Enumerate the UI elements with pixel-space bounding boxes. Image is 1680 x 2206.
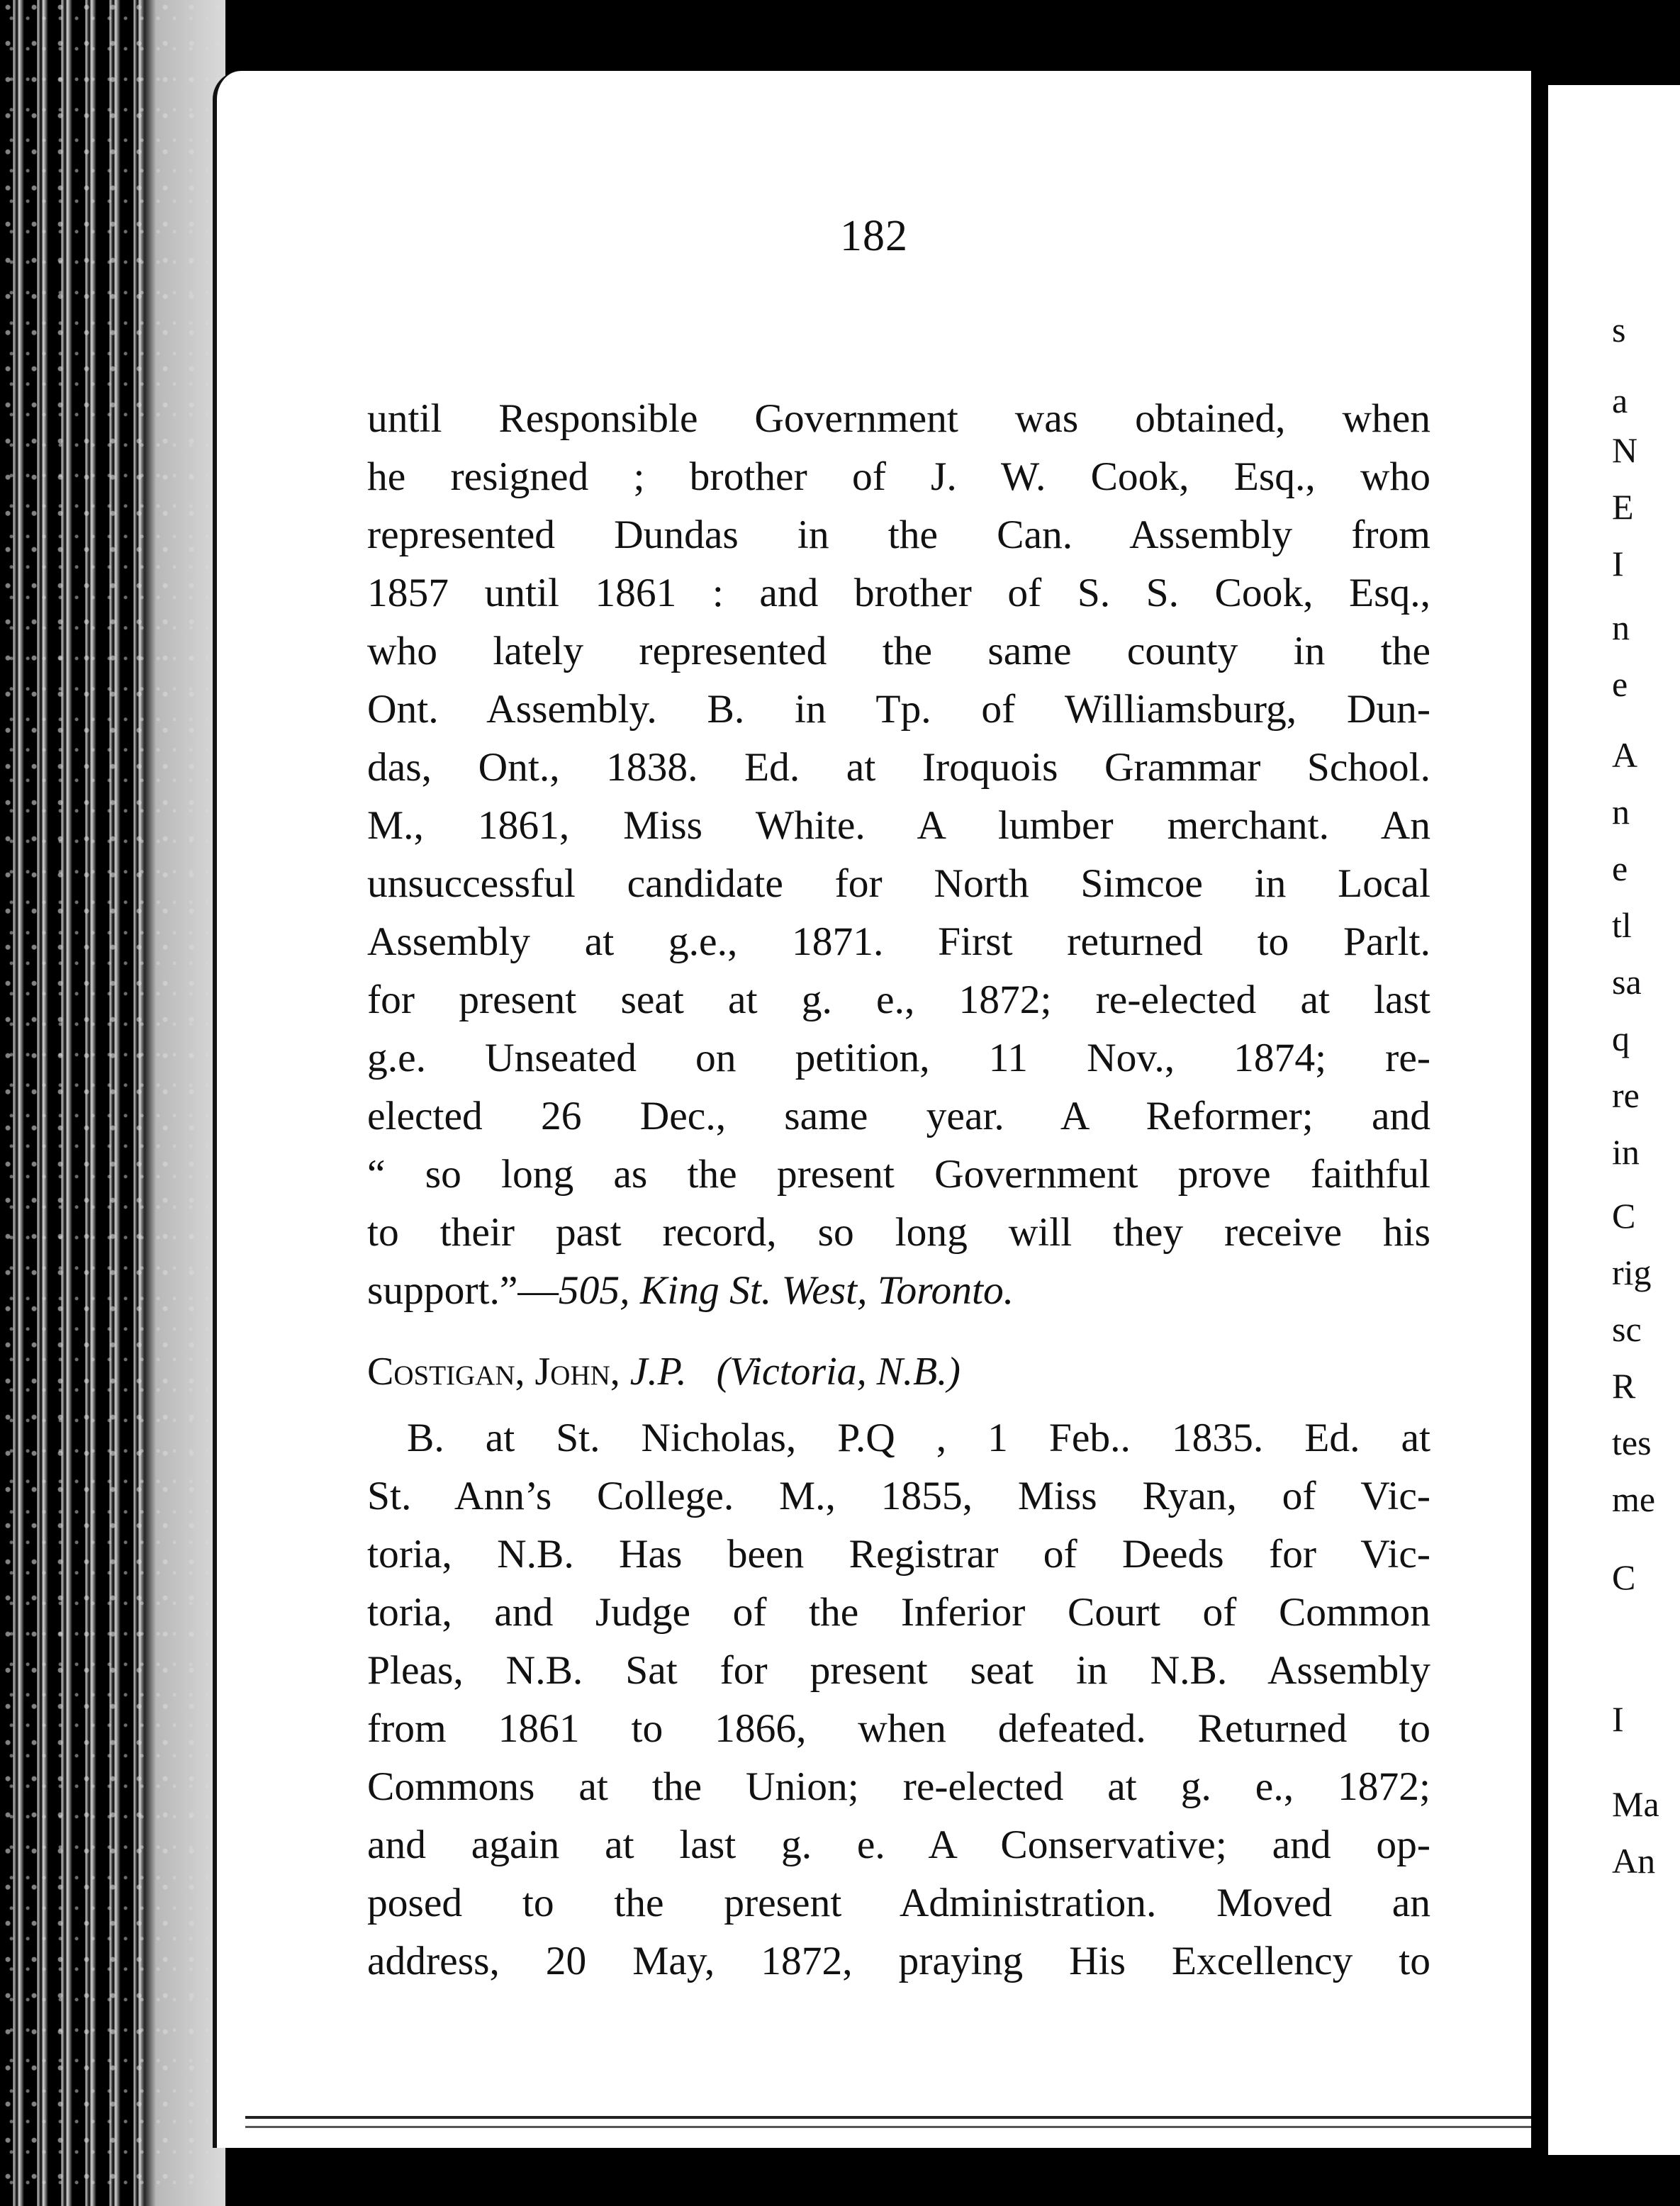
quote-end: support.”— [367, 1268, 559, 1313]
facing-text-fragment: Ma [1612, 1784, 1659, 1824]
text-line: posed to the present Administration. Moved an [367, 1881, 1430, 1925]
scanned-binding-edge [0, 0, 225, 2206]
facing-text-fragment: I [1612, 544, 1624, 583]
facing-text-fragment: e [1612, 849, 1628, 888]
entry-heading-costigan [367, 1343, 1430, 1401]
facing-text-fragment: C [1612, 1557, 1636, 1597]
page-number: 182 [840, 212, 908, 260]
facing-text-fragment: tl [1612, 905, 1632, 945]
text-line: St. Ann’s College. M., 1855, Miss Ryan, of Vic- [367, 1474, 1430, 1518]
text-line: unsuccessful candidate for North Simcoe in Local [367, 861, 1430, 906]
facing-text-fragment: C [1612, 1196, 1636, 1236]
facing-text-fragment: I [1612, 1699, 1624, 1739]
facing-text-fragment: rig [1612, 1253, 1652, 1292]
entry-constituency: (Victoria, N.B.) [716, 1350, 961, 1394]
text-line: elected 26 Dec., same year. A Reformer; and [367, 1094, 1430, 1138]
text-line: for present seat at g. e., 1872; re-elected at last [367, 978, 1430, 1022]
entry-name: Costigan, John, [367, 1350, 620, 1394]
facing-text-fragment: A [1612, 735, 1638, 775]
facing-text-fragment: n [1612, 608, 1630, 647]
facing-text-fragment: An [1612, 1841, 1656, 1881]
facing-text-fragment: sa [1612, 962, 1642, 1002]
text-line: Pleas, N.B. Sat for present seat in N.B. Assembly [367, 1648, 1430, 1693]
page-divider [1531, 0, 1548, 2206]
text-line: “ so long as the present Government prove faithful [367, 1152, 1430, 1197]
facing-text-fragment: E [1612, 487, 1634, 527]
text-line: he resigned ; brother of J. W. Cook, Esq., who [367, 454, 1430, 499]
book-page [213, 71, 1531, 2148]
facing-text-fragment: tes [1612, 1423, 1652, 1462]
facing-text-fragment: s [1612, 310, 1626, 349]
page-bottom-rule [245, 2116, 1531, 2128]
entry-continued-paragraph [367, 390, 1430, 1320]
text-line: from 1861 to 1866, when defeated. Returned to [367, 1706, 1430, 1751]
text-line: and again at last g. e. A Conservative; and op- [367, 1823, 1430, 1867]
facing-text-fragment: e [1612, 664, 1628, 704]
facing-text-fragment: me [1612, 1479, 1656, 1519]
text-line-last [367, 1262, 1430, 1320]
facing-text-fragment: in [1612, 1132, 1640, 1172]
text-line: represented Dundas in the Can. Assembly from [367, 513, 1430, 557]
facing-text-fragment: n [1612, 792, 1630, 832]
facing-text-fragment: sc [1612, 1309, 1642, 1349]
text-line: 1857 until 1861 : and brother of S. S. Cook, Esq., [367, 571, 1430, 615]
facing-text-fragment: q [1612, 1019, 1630, 1058]
text-line: das, Ont., 1838. Ed. at Iroquois Grammar School. [367, 745, 1430, 790]
text-line: who lately represented the same county in the [367, 629, 1430, 673]
text-line: to their past record, so long will they receive his [367, 1210, 1430, 1255]
text-line: Assembly at g.e., 1871. First returned to Parlt. [367, 919, 1430, 964]
text-line: Ont. Assembly. B. in Tp. of Williamsburg, Dun- [367, 687, 1430, 732]
entry-title: J.P. [629, 1350, 687, 1394]
entry-costigan-paragraph [367, 1409, 1430, 1991]
facing-text-fragment: R [1612, 1366, 1636, 1406]
text-line: M., 1861, Miss White. A lumber merchant. An [367, 803, 1430, 848]
text-line: B. at St. Nicholas, P.Q , 1 Feb.. 1835. Ed. at [407, 1416, 1430, 1460]
text-line: until Responsible Government was obtained, when [367, 396, 1430, 441]
facing-text-fragment: N [1612, 430, 1638, 470]
page-text [367, 390, 1430, 1991]
text-line: g.e. Unseated on petition, 11 Nov., 1874; re- [367, 1036, 1430, 1080]
text-line: address, 20 May, 1872, praying His Excellency to [367, 1939, 1430, 1983]
facing-page-edge [1548, 85, 1680, 2155]
text-line: Commons at the Union; re-elected at g. e., 1872; [367, 1764, 1430, 1809]
facing-text-fragment: re [1612, 1075, 1640, 1115]
address: 505, King St. West, Toronto. [558, 1268, 1014, 1313]
facing-text-fragment: a [1612, 381, 1628, 420]
facing-page-gutter [1548, 85, 1598, 2155]
text-line: toria, and Judge of the Inferior Court of Common [367, 1590, 1430, 1635]
text-line: toria, N.B. Has been Registrar of Deeds for Vic- [367, 1532, 1430, 1577]
